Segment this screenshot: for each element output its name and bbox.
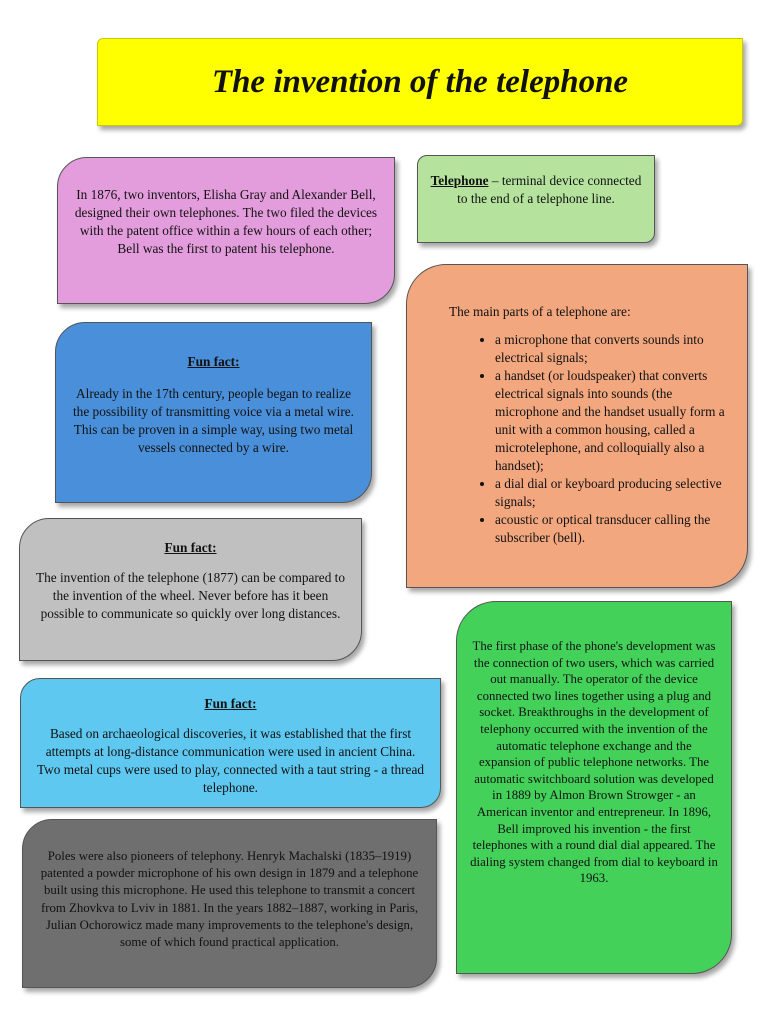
page-title: The invention of the telephone [211,64,629,100]
main-parts-item: • acoustic or optical transducer calling the subscriber (bell). [495,511,731,547]
development-box [456,601,732,974]
definition-term: Telephone [430,173,489,188]
fun-fact-box-2 [19,518,362,661]
fun-fact-heading: Fun fact: [204,696,257,711]
poles-text: Poles were also pioneers of telephony. Henryk Machalski (1835–1919) patented a powder microphone of his own design in 1879 and a telephone built using this microphone. He used this telephone to transmit a concert from Zhovkva to Lviv in 1881. In the years 1882–1887, working in Paris, Julian Ochorowicz made many improvements to the telephone's design, some of which found practical application. [40,849,419,950]
fun-fact-text: Already in the 17th century, people began to realize the possibility of transmitting voice via a metal wire. This can be proven in a simple way, using two metal vessels connected by a wire. [72,386,355,455]
main-parts-intro: The main parts of a telephone are: [449,304,631,319]
fun-fact-text: The invention of the telephone (1877) can be compared to the invention of the wheel. Never before has it been possible to communicate so quickly over long distances. [35,570,346,621]
main-parts-item: • a microphone that converts sounds into electrical signals; [495,331,731,367]
fun-fact-box-1 [55,322,372,503]
definition-box [417,155,655,243]
main-parts-list [449,331,731,547]
main-parts-box [406,264,748,588]
history-box [57,157,395,304]
main-parts-item: • a dial dial or keyboard producing selective signals; [495,475,731,511]
definition-body: – terminal device connected to the end of a telephone line. [457,173,642,206]
definition-text [430,172,642,208]
fun-fact-heading: Fun fact: [164,540,217,555]
fun-fact-text: Based on archaeological discoveries, it was established that the first attempts at long-distance communication were used in ancient China. Two metal cups were used to play, connected with a taut string - a thread telephone. [36,726,424,795]
title-banner [97,38,743,126]
fun-fact-box-3 [20,678,441,808]
main-parts-item: • a handset (or loudspeaker) that converts electrical signals into sounds (the microphone and the handset usually form a unit with a common housing, called a microtelephone, and colloquially also a handset); [495,367,731,475]
fun-fact-heading: Fun fact: [187,354,240,369]
history-text: In 1876, two inventors, Elisha Gray and Alexander Bell, designed their own telephones. The two filed the devices with the patent office within a few hours of each other; Bell was the first to patent his telephone. [74,187,378,256]
development-text: The first phase of the phone's development was the connection of two users, which was carried out manually. The operator of the device connected two lines together using a plug and socket. Breakthroughs in the development of telephony occurred with the invention of the automatic telephone exchange and the expansion of public telephone networks. The automatic switchboard solution was developed in 1889 by Almon Brown Strowger - an American inventor and entrepreneur. In 1896, Bell improved his invention - the first telephones with a round dial dial appeared. The dialing system changed from dial to keyboard in 1963. [470,639,718,886]
poles-box [22,819,437,988]
